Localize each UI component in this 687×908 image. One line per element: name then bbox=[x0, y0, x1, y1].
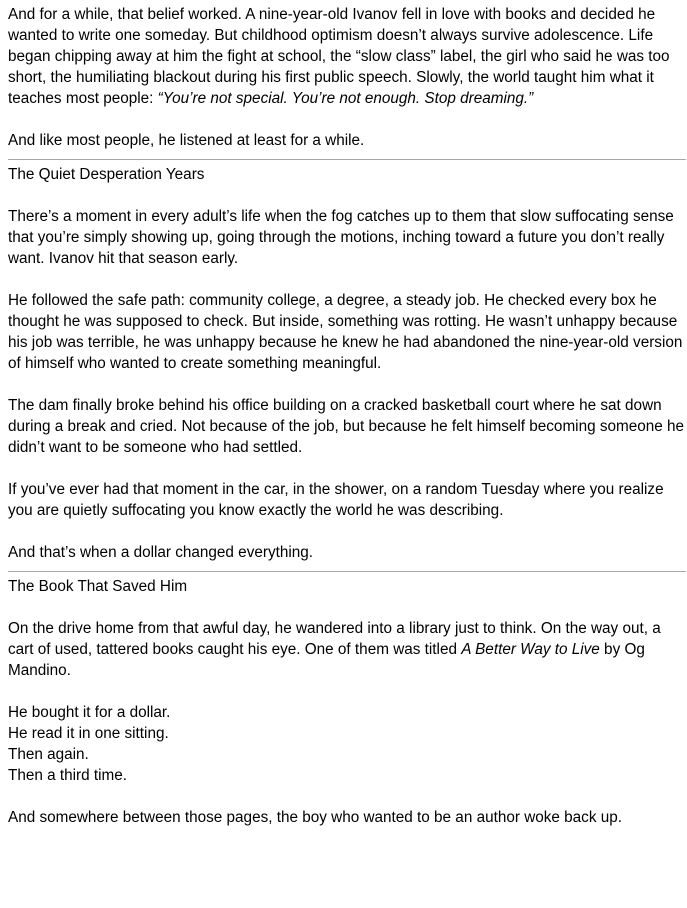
book-title: A Better Way to Live bbox=[461, 641, 600, 658]
paragraph-listened: And like most people, he listened at least for a while. bbox=[8, 132, 365, 149]
paragraph-fog: There’s a moment in every adult’s life when the fog catches up to them that slow suffocating sense that you’re simply showing up, going through the motions, inching toward a future you don’t really want. Ivanov hit that season early. bbox=[8, 208, 674, 267]
paragraph-childhood-text: And for a while, that belief worked. A nine-year-old Ivanov fell in love with books and decided he wanted to write one someday. But childhood optimism doesn’t always survive adolescence. Life began chipping away at him the fight at school, the “slow class” label, the girl who said he was too short, the humiliating blackout during his first public speech. Slowly, the world taught him what it teaches most people: bbox=[8, 6, 670, 107]
paragraph-dam-broke: The dam finally broke behind his office building on a cracked basketball court where he sat down during a break and cried. Not because of the job, but because he felt himself becoming someone he didn’t want to be someone who had settled. bbox=[8, 397, 685, 456]
paragraph-safe-path: He followed the safe path: community college, a degree, a steady job. He checked every box he thought he was supposed to check. But inside, something was rotting. He wasn’t unhappy because his job was terrible, he was unhappy because he knew he had abandoned the nine-year-old version of himself who wanted to create something meaningful. bbox=[8, 292, 683, 372]
line-third-time: Then a third time. bbox=[8, 767, 128, 784]
section-divider bbox=[8, 159, 686, 160]
paragraph-library-author: by Og Mandino. bbox=[8, 641, 645, 679]
line-again: Then again. bbox=[8, 746, 89, 763]
paragraph-childhood bbox=[8, 4, 686, 109]
document-page bbox=[8, 4, 686, 828]
paragraph-closing: And somewhere between those pages, the boy who wanted to be an author woke back up. bbox=[8, 809, 622, 826]
paragraph-library-text: On the drive home from that awful day, he wandered into a library just to think. On the way out, a cart of used, tattered books caught his eye. One of them was titled bbox=[8, 620, 661, 658]
paragraph-library bbox=[8, 618, 686, 681]
paragraph-childhood-quote: “You’re not special. You’re not enough. Stop dreaming.” bbox=[157, 90, 534, 107]
paragraph-suffocating: If you’ve ever had that moment in the car, in the shower, on a random Tuesday where you realize you are quietly suffocating you know exactly the world he was describing. bbox=[8, 481, 664, 519]
paragraph-dollar: And that’s when a dollar changed everything. bbox=[8, 544, 314, 561]
section-divider bbox=[8, 571, 686, 572]
line-bought: He bought it for a dollar. bbox=[8, 704, 171, 721]
section-heading-quiet-desperation: The Quiet Desperation Years bbox=[8, 166, 205, 183]
section-heading-book: The Book That Saved Him bbox=[8, 578, 188, 595]
line-read: He read it in one sitting. bbox=[8, 725, 169, 742]
